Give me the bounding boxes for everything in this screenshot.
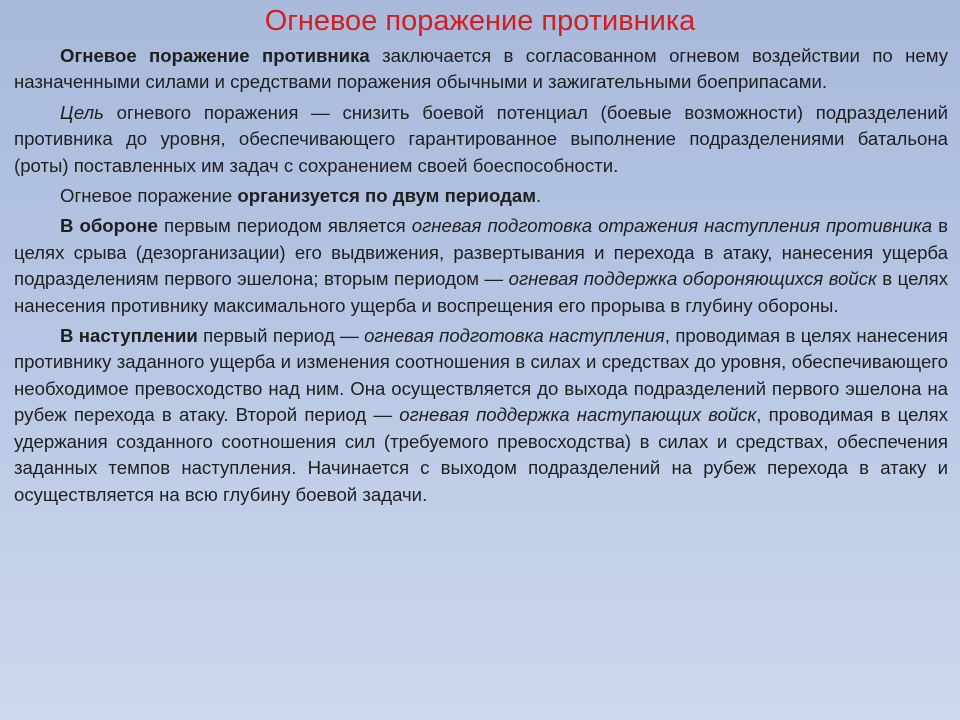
- text-run: , проводимая в целях нанесения противнику заданного ущерба и изменения соотношения в силах и средствах до уровня, обеспечивающего необходимое превосходство над ним. Она осуществляется до выхода подразделений первого эшелона на рубеж перехода в атаку. Второй период —: [14, 325, 948, 426]
- italic-term: огневая подготовка наступления: [364, 325, 665, 347]
- italic-term: огневая поддержка обороняющихся войск: [508, 268, 877, 290]
- paragraph-goal: [14, 100, 948, 179]
- paragraph-periods: [14, 183, 948, 209]
- slide-body: [14, 43, 948, 512]
- text-run: в целях срыва (дезорганизации) его выдвижения, развертывания и перехода в атаку, нанесения ущерба подразделениям первого эшелона; вторым периодом —: [14, 215, 949, 290]
- text-run: первым периодом является: [157, 215, 412, 237]
- italic-term: огневая поддержка наступающих войск: [399, 404, 757, 426]
- italic-term: огневая подготовка отражения наступления противника: [411, 215, 933, 237]
- paragraph-definition: [14, 43, 948, 96]
- text-run: Огневое поражение: [60, 185, 238, 207]
- italic-term: Цель: [60, 101, 104, 123]
- paragraph-defense: [14, 213, 948, 319]
- text-run: в целях нанесения противнику максимального ущерба и воспрещения его прорыва в глубину обороны.: [14, 268, 949, 316]
- slide-title: Огневое поражение противника: [264, 5, 696, 37]
- text-run: , проводимая в целях удержания созданного соотношения сил (требуемого превосходства) в силах и средствах, обеспечения заданных темпов наступления. Начинается с выходом подразделений на рубеж перехода в атаку и осуществляется на всю глубину боевой задачи.: [14, 404, 949, 505]
- bold-term: В наступлении: [60, 325, 198, 347]
- bold-term: организуется по двум периодам: [237, 185, 536, 207]
- text-run: первый период —: [197, 325, 365, 347]
- text-run: заключается в согласованном огневом воздействии по нему назначенными силами и средствами поражения обычными и зажигательными боеприпасами.: [14, 45, 948, 93]
- paragraph-offense: [14, 323, 948, 508]
- bold-term: Огневое поражение противника: [60, 45, 370, 66]
- text-run: .: [535, 185, 542, 207]
- bold-term: В обороне: [60, 215, 158, 237]
- text-run: огневого поражения — снизить боевой потенциал (боевые возможности) подразделений противника до уровня, обеспечивающего гарантированное выполнение подразделениями батальона (роты) поставленных им задач с сохранением своей боеспособности.: [14, 101, 948, 176]
